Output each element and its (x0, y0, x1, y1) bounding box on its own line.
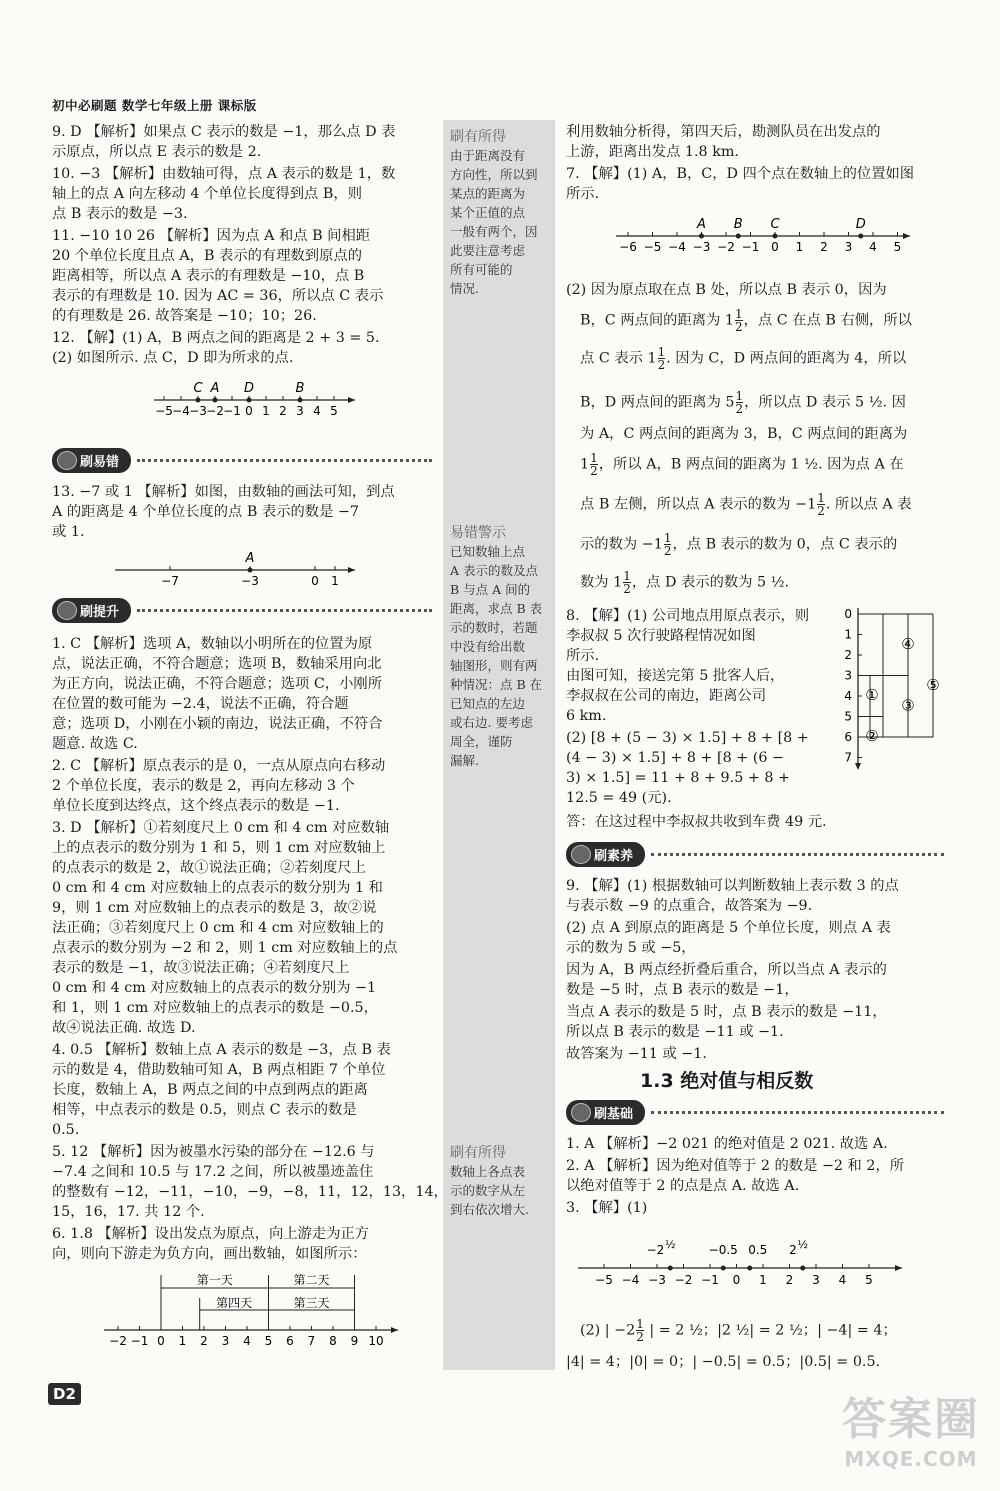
text-line: 示的数是 4，借助数轴可知 A，B 两点相距 7 个单位 (52, 1062, 386, 1078)
fraction: $\frac{1}{2}$ (623, 569, 631, 596)
text-line: 故答案为 −11 或 −1. (566, 1046, 707, 1062)
side-note-line: 某个正值的点 (450, 205, 526, 220)
side-note-line: 已知数轴上点 (450, 544, 526, 559)
text-line: (2) 如图所示. 点 C，D 即为所求的点. (52, 350, 294, 366)
text-line: 表示的有理数是 10. 因为 AC = 36，所以点 C 表示 (52, 288, 384, 304)
text-line: 以绝对值等于 2 的点是点 A. 故选 A. (566, 1178, 800, 1194)
text-line: 由图可知，接送完第 5 批客人后， (566, 668, 785, 684)
tick-label: −4 (668, 240, 686, 254)
tick-label: 4 (243, 1334, 251, 1348)
point (248, 568, 253, 573)
point (213, 398, 218, 403)
tick-label: 3 (812, 1273, 820, 1287)
text-line: |4| = 4；|0| = 0；| −0.5| = 0.5；|0.5| = 0.5. (566, 1354, 881, 1370)
text-line: 所示. (566, 186, 600, 202)
tick-label: −2 (717, 240, 735, 254)
side-note-line: 示的数时，若题 (450, 620, 538, 635)
point (800, 1266, 805, 1271)
text-line: 所以点 B 表示的数是 −11 或 −1. (566, 1024, 784, 1040)
tick-label: 6 (286, 1334, 294, 1348)
text-line: 利用数轴分析得，第四天后，勘测队员在出发点的 (566, 124, 881, 140)
text-line: 上游，距离出发点 1.8 km. (566, 144, 739, 160)
tick-label: 3 (844, 668, 852, 683)
tick-label: −3 (692, 240, 711, 254)
q12-number-line (150, 370, 360, 420)
text-line: 9. D 【解析】如果点 C 表示的数是 −1，那么点 D 表 (52, 124, 396, 140)
tick-label: 1 (178, 1334, 187, 1348)
span-label: 第一天 (196, 1273, 233, 1287)
text-line: 的点表示的数是 2，故①说法正确；②若刻度尺上 (52, 860, 366, 876)
fraction-line: (2) | −2 $\frac{1}{2}$ | = 2 ½；|2 ½| = 2 ½；| −4| = 4； (580, 1317, 897, 1344)
banner-literacy (566, 842, 944, 866)
text-line: 点，说法正确，不符合题意；选项 B，数轴采用向北 (52, 656, 382, 672)
tick-label: −3 (648, 1273, 666, 1287)
tick-label: −5 (595, 1273, 613, 1287)
text-line: 4. 0.5 【解析】数轴上点 A 表示的数是 −3，点 B 表 (52, 1042, 391, 1058)
fraction: $\frac{1}{2}$ (657, 345, 666, 372)
text-line: 13. −7 或 1 【解析】如图，由数轴的画法可知，到点 (52, 484, 395, 500)
point (699, 234, 704, 239)
text-line: 表示的数是 −1，故③说法正确；④若刻度尺上 (52, 960, 350, 976)
tick-label: −1 (130, 1334, 149, 1348)
side-note-line: 一般有两个，因 (450, 224, 538, 239)
axis-arrow (348, 567, 355, 573)
side-note-line: 情况. (450, 281, 479, 296)
tick-label: 4 (838, 1273, 847, 1287)
tick-label: 3 (296, 404, 304, 418)
tick-label: −1 (741, 240, 760, 254)
text-line: 相等，中点表示的数是 0.5，则点 C 表示的数是 (52, 1102, 357, 1118)
side-note-3-title: 刷有所得 (450, 1145, 506, 1161)
banner-error-prone (52, 448, 432, 472)
side-note-line: 数轴上各点表 (450, 1164, 526, 1179)
axis-arrow (855, 763, 861, 770)
text-line: 7. 【解】(1) A，B，C，D 四个点在数轴上的位置如图 (566, 166, 915, 182)
tick-label: 1 (795, 240, 804, 254)
text-line: 法正确；③若刻度尺上 0 cm 和 4 cm 对应数轴上的 (52, 920, 384, 936)
tick-label: −5 (155, 404, 173, 418)
tick-label: −5 (643, 240, 662, 254)
text-line: 单位长度到达终点，这个终点表示的数是 −1. (52, 798, 340, 814)
tick-label: 7 (307, 1334, 316, 1348)
tick-label: 3 (844, 240, 853, 254)
tick-label: −3 (241, 574, 259, 588)
fraction-line: 点 C 表示 1 $\frac{1}{2}$ . 因为 C，D 两点间的距离为 4，所以 (580, 345, 907, 372)
point-label: 0.5 (748, 1243, 768, 1257)
tick-label: −4 (172, 404, 190, 418)
text-line: 或 1. (52, 524, 85, 540)
text-line: 示的数为 5 或 −5， (566, 940, 696, 956)
axis-arrow (391, 1327, 398, 1333)
text-line: 的有理数是 26. 故答案是 −10；10；26. (52, 308, 317, 324)
tick-label: 5 (330, 404, 338, 418)
tick-label: 2 (279, 404, 287, 418)
banner-improve (52, 598, 432, 622)
text-line: 0 cm 和 4 cm 对应数轴上的点表示的数分别为 1 和 (52, 880, 383, 896)
point-label: C (193, 381, 203, 396)
tick-label: 10 (368, 1334, 384, 1348)
tick-label: 1 (759, 1273, 767, 1287)
tick-label: 5 (844, 709, 852, 724)
tick-label: −2 (206, 404, 224, 418)
tick-label: 3 (221, 1334, 230, 1348)
text-line: 所示. (566, 648, 600, 664)
text-line: 数是 −5 时，点 B 表示的数是 −1， (566, 982, 799, 998)
circle-label: ② (865, 727, 879, 745)
side-note-line: 或右边. 要考虑 (450, 715, 533, 730)
text-line: 12.5 = 49 (元). (566, 790, 672, 806)
tick-label: 7 (844, 750, 852, 765)
text-line: 的整数有 −12，−11，−10，−9，−8，11，12，13，14， (52, 1184, 448, 1200)
point-label: A (245, 551, 255, 566)
side-note-line: 此要注意考虑 (450, 243, 526, 258)
text-line: 上的点表示的数分别为 1 和 5，则 1 cm 对应数轴上 (52, 840, 386, 856)
side-note-2-title: 易错警示 (450, 525, 506, 541)
tick-label: −2 (109, 1334, 127, 1348)
tick-label: 2 (820, 240, 828, 254)
axis-arrow (348, 397, 355, 403)
banner-label: 刷提升 (52, 598, 131, 623)
tick-label: 5 (264, 1334, 273, 1348)
text-line: (4 − 3) × 1.5] + 8 + [8 + (6 − (566, 750, 784, 766)
text-line: 9，则 1 cm 对应数轴上的点表示的数是 3，故②说 (52, 900, 377, 916)
text-line: 李叔叔在公司的南边，距离公司 (566, 688, 767, 704)
side-note-line: 由于距离没有 (450, 148, 526, 163)
banner-label: 刷易错 (52, 448, 131, 473)
tick-label: 9 (350, 1334, 359, 1348)
side-note-3 (450, 1162, 529, 1219)
text-line: 0.5. (52, 1122, 80, 1138)
tick-label: −4 (621, 1273, 640, 1287)
text-line: 当点 A 表示的数是 5 时，点 B 表示的数是 −11， (566, 1004, 887, 1020)
text-line: 因为 A，B 两点经折叠后重合，所以当点 A 表示的 (566, 962, 887, 978)
span-label: 第四天 (216, 1296, 253, 1310)
text-line: 10. −3 【解析】由数轴可得，点 A 表示的数是 1，数 (52, 166, 396, 182)
text-line: 8. 【解】(1) 公司地点用原点表示，则 (566, 608, 810, 624)
tick-label: 0 (844, 607, 852, 621)
point (247, 398, 252, 403)
text-line: 点 B 表示的数是 −3. (52, 206, 188, 222)
text-line: 向，则向下游走为负方向，画出数轴，如图所示： (52, 1246, 367, 1262)
text-line: (2) 因为原点取在点 B 处，所以点 B 表示 0，因为 (566, 282, 887, 298)
tick-label: −1 (223, 404, 241, 418)
circle-label: ① (865, 686, 879, 704)
fraction: $\frac{1}{2}$ (663, 531, 672, 558)
point-label: ½ (664, 1238, 676, 1251)
page-number: D2 (48, 1383, 81, 1405)
tick-label: 8 (329, 1334, 337, 1348)
banner-label: 刷基础 (566, 1100, 645, 1125)
tick-label: 0 (771, 240, 779, 254)
side-note-2 (450, 542, 542, 770)
tick-label: 0 (157, 1334, 165, 1348)
point (298, 398, 303, 403)
text-line: A 的距离是 4 个单位长度的点 B 表示的数是 −7 (52, 504, 360, 520)
text-line: 示原点，所以点 E 表示的数是 2. (52, 144, 262, 160)
fraction-line: B，D 两点间的距离为 5 $\frac{1}{2}$ ，所以点 D 表示 5 ½. 因 (580, 389, 906, 416)
text-line: 故④说法正确. 故选 D. (52, 1020, 196, 1036)
tick-label: −1 (701, 1273, 719, 1287)
text-line: 3. 【解】(1) (566, 1200, 648, 1216)
text-line: 长度，数轴上 A，B 两点之间的中点到两点的距离 (52, 1082, 368, 1098)
fraction-line: 点 B 左侧，所以点 A 表示的数为 −1 $\frac{1}{2}$ . 所以点 A 表 (580, 491, 912, 518)
tick-label: 6 (844, 730, 852, 744)
text-line: 点表示的数分别为 −2 和 2，则 1 cm 对应数轴上的点 (52, 940, 398, 956)
tick-label: 4 (313, 404, 321, 418)
text-line: (2) 点 A 到原点的距离是 5 个单位长度，则点 A 表 (566, 920, 891, 936)
text-line: 距离相等，所以点 A 表示的有理数是 −10，点 B (52, 268, 365, 284)
text-line: 为正方向，说法正确，不符合题意；选项 C，小刚所 (52, 676, 383, 692)
side-note-line: 已知点的左边 (450, 696, 526, 711)
axis-arrow (903, 233, 910, 239)
banner-basic (566, 1100, 944, 1124)
text-line: 轴上的点 A 向左移动 4 个单位长度得到点 B，则 (52, 186, 362, 202)
side-note-1 (450, 146, 538, 298)
circle-label: ③ (901, 696, 915, 715)
tick-label: 0 (245, 404, 253, 418)
watermark-url: MXQE.COM (844, 1447, 978, 1471)
page-header: 初中必刷题 数学七年级上册 课标版 (52, 98, 257, 113)
point-label: 2 (789, 1243, 797, 1257)
side-note-line: 示的数字从左 (450, 1183, 526, 1198)
point-label: ½ (797, 1238, 809, 1251)
tick-label: −7 (161, 574, 179, 588)
point (736, 234, 741, 239)
text-line: 题意. 故选 C. (52, 736, 138, 752)
side-note-line: 方向性，所以到 (450, 167, 538, 182)
side-note-line: B 与点 A 间的 (450, 582, 531, 597)
point-label: C (770, 217, 780, 232)
point-label: B (733, 217, 743, 232)
tick-label: 4 (869, 240, 877, 254)
text-line: 和 1，则 1 cm 对应数轴上的点表示的数是 −0.5， (52, 1000, 378, 1016)
fraction: $\frac{1}{2}$ (636, 1317, 644, 1344)
side-note-line: 所有可能的 (450, 262, 513, 277)
tick-label: 1 (331, 574, 339, 588)
point-label: A (210, 381, 220, 396)
tick-label: 5 (893, 240, 902, 254)
text-line: 3. D 【解析】①若刻度尺上 0 cm 和 4 cm 对应数轴 (52, 820, 390, 836)
circle-label: ④ (901, 634, 915, 653)
side-note-line: 到右依次增大. (450, 1202, 529, 1217)
point (721, 1266, 726, 1271)
text-line: 在位置的数可能为 −2.4，说法不正确，符合题 (52, 696, 349, 712)
tick-label: 0 (311, 574, 319, 588)
tick-label: −3 (189, 404, 207, 418)
text-line: −7.4 之间和 10.5 与 17.2 之间，所以被墨迹盖住 (52, 1164, 374, 1180)
side-note-1-title: 刷有所得 (450, 129, 506, 145)
fraction: $\frac{1}{2}$ (735, 389, 744, 416)
text-line: 9. 【解】(1) 根据数轴可以判断数轴上表示数 3 的点 (566, 878, 899, 894)
section-title: 1.3 绝对值与相反数 (640, 1070, 814, 1092)
tick-label: 5 (865, 1273, 873, 1287)
text-line: 意；选项 D，小刚在小颖的南边，说法正确，不符合 (52, 716, 383, 732)
text-line: 2. A 【解析】因为绝对值等于 2 的数是 −2 和 2，所 (566, 1158, 905, 1174)
q6-number-line (100, 1270, 400, 1350)
text-line: 20 个单位长度且点 A，B 表示的有理数到原点的 (52, 248, 362, 264)
side-note-line: 种情况：点 B 在 (450, 677, 543, 692)
side-note-line: 距离，求点 B 表 (450, 601, 543, 616)
q7-number-line (612, 210, 912, 260)
span-label: 第二天 (293, 1273, 330, 1287)
tick-label: 0 (732, 1273, 741, 1287)
text-line: 1. C 【解析】选项 A，数轴以小明所在的位置为原 (52, 636, 373, 652)
watermark-logo (842, 1383, 980, 1471)
point (196, 398, 201, 403)
tick-label: −6 (619, 240, 637, 254)
banner-label: 刷素养 (566, 842, 645, 867)
q8-vertical-line (838, 604, 948, 774)
point (773, 234, 778, 239)
fraction-line: 示的数为 −1 $\frac{1}{2}$ ，点 B 表示的数为 0，点 C 表示的 (580, 531, 898, 558)
side-note-line: A 表示的数及点 (450, 563, 539, 578)
point (668, 1266, 673, 1271)
tick-label: 2 (785, 1273, 794, 1287)
text-line: 答：在这过程中李叔叔共收到车费 49 元. (566, 814, 827, 830)
side-note-line: 轴图形，则有两 (450, 658, 538, 673)
tick-label: 2 (200, 1334, 208, 1348)
circle-label: ⑤ (926, 675, 940, 694)
text-line: 12. 【解】(1) A，B 两点之间的距离是 2 + 3 = 5. (52, 330, 380, 346)
text-line: 3) × 1.5] = 11 + 8 + 9.5 + 8 + (566, 770, 790, 786)
fraction-line: 数为 1 $\frac{1}{2}$ ，点 D 表示的数为 5 ½. (580, 569, 790, 596)
text-line: 15，16，17. 共 12 个. (52, 1204, 205, 1220)
text-line: 5. 12 【解析】因为被墨水污染的部分在 −12.6 与 (52, 1144, 375, 1160)
fraction: $\frac{1}{2}$ (590, 451, 598, 478)
text-line: 李叔叔 5 次行驶路程情况如图 (566, 628, 756, 644)
text-line: 2 个单位长度，表示的数是 2，再向左移动 3 个 (52, 778, 355, 794)
text-line: 与表示数 −9 的点重合，故答案为 −9. (566, 898, 813, 914)
tick-label: 1 (844, 627, 852, 642)
text-line: 1. A 【解析】−2 021 的绝对值是 2 021. 故选 A. (566, 1136, 888, 1152)
side-note-line: 周全，谨防 (450, 734, 513, 749)
text-line: 6 km. (566, 708, 607, 724)
fraction-line: 1 $\frac{1}{2}$ ，所以 A，B 两点间的距离为 1 ½. 因为点 A 在 (580, 451, 904, 478)
point (858, 234, 863, 239)
point (747, 1266, 752, 1271)
text-line: 11. −10 10 26 【解析】因为点 A 和点 B 间相距 (52, 228, 371, 244)
tick-label: 2 (844, 648, 852, 662)
point-label: D (855, 217, 866, 232)
fraction-line: 为 A，C 两点间的距离为 3，B，C 两点间的距离为 (580, 426, 908, 442)
axis-arrow (895, 1265, 902, 1271)
text-line: (2) [8 + (5 − 3) × 1.5] + 8 + [8 + (566, 730, 809, 746)
text-line: 6. 1.8 【解析】设出发点为原点，向上游走为正方 (52, 1226, 370, 1242)
q3-number-line (574, 1220, 904, 1290)
tick-label: −2 (674, 1273, 693, 1287)
side-note-line: 中没有给出数 (450, 639, 526, 654)
point-label: D (243, 381, 255, 396)
point-label: A (697, 217, 706, 232)
point-label: −0.5 (708, 1243, 738, 1257)
text-line: 0 cm 和 4 cm 对应数轴上的点表示的数分别为 −1 (52, 980, 377, 996)
point-label: −2 (646, 1243, 665, 1257)
q13-number-line (110, 548, 360, 588)
span-label: 第三天 (293, 1296, 330, 1310)
fraction: $\frac{1}{2}$ (735, 307, 743, 334)
side-note-line: 漏解. (450, 753, 479, 768)
tick-label: 4 (844, 689, 852, 703)
side-note-line: 某点的距离为 (450, 186, 526, 201)
fraction: $\frac{1}{2}$ (817, 491, 825, 518)
watermark-title: 答案圈 (842, 1394, 980, 1445)
tick-label: 1 (262, 404, 270, 418)
fraction-line: B，C 两点间的距离为 1 $\frac{1}{2}$ ，点 C 在点 B 右侧，所以 (580, 307, 912, 334)
text-line: 2. C 【解析】原点表示的是 0，一点从原点向右移动 (52, 758, 386, 774)
point-label: B (295, 381, 305, 396)
